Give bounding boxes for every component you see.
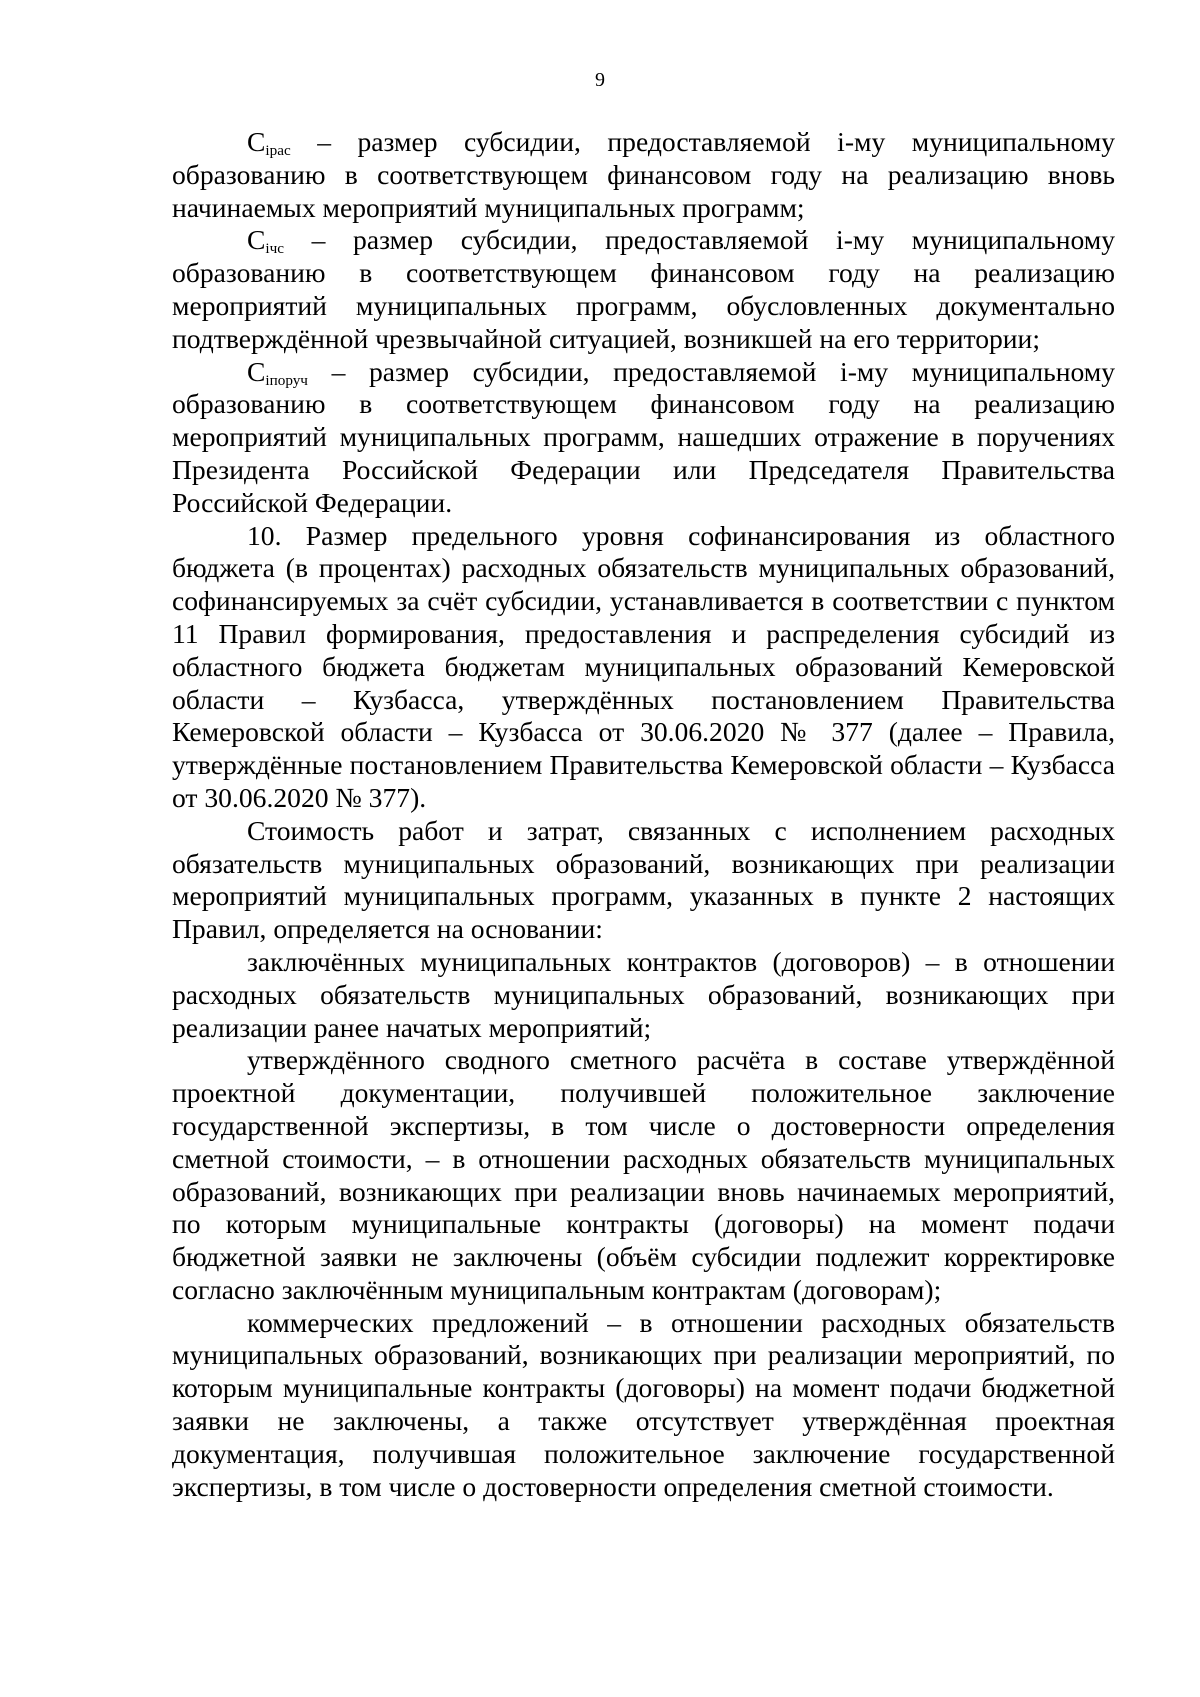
paragraph-estimate: утверждённого сводного сметного расчёта в составе утверждённой проектной документации, получившей положительное заключение государственной экспертизы, в том числе о достоверности определения сметной стоимости, – в отношении расходных обязательств муниципальных образований, возникающих при реализации вновь начинаемых мероприятий, по которым муниципальные контракты (договоры) на момент подачи бюджетной заявки не заключены (объём субсидии подлежит корректировке согласно заключённым муниципальным контрактам (договорам); bbox=[172, 1044, 1115, 1305]
paragraph-text: – размер субсидии, предоставляемой i-му муниципальному образованию в соответствующем финансовом году на реализацию мероприятий муниципальных программ, нашедших отражение в поручениях Президента Российской Федерации или Председателя Правительства Российской Федерации. bbox=[172, 355, 1115, 518]
formula-symbol: $C_{iрас}$ bbox=[247, 126, 291, 159]
paragraph-text: – размер субсидии, предоставляемой i-му муниципальному образованию в соответствующем финансовом году на реализацию мероприятий муниципальных программ, обусловленных документально подтверждённой чрезвычайной ситуацией, возникшей на его территории; bbox=[172, 224, 1115, 354]
page-number: 9 bbox=[595, 69, 605, 91]
paragraph-cost-basis: Стоимость работ и затрат, связанных с исполнением расходных обязательств муниципальных образований, возникающих при реализации мероприятий муниципальных программ, указанных в пункте 2 настоящих Правил, определяется на основании: bbox=[172, 814, 1115, 945]
paragraph-c-ras bbox=[172, 126, 1115, 224]
paragraph-commercial-offers: коммерческих предложений – в отношении расходных обязательств муниципальных образований, возникающих при реализации мероприятий, по которым муниципальные контракты (договоры) на момент подачи бюджетной заявки не заключены, а также отсутствует утверждённая проектная документация, получившая положительное заключение государственной экспертизы, в том числе о достоверности определения сметной стоимости. bbox=[172, 1306, 1115, 1502]
paragraph-c-poruch bbox=[172, 356, 1115, 520]
paragraph-contracts: заключённых муниципальных контрактов (договоров) – в отношении расходных обязательств муниципальных образований, возникающих при реализации ранее начатых мероприятий; bbox=[172, 945, 1115, 1043]
document-body bbox=[172, 126, 1115, 1503]
paragraph-c-chs bbox=[172, 224, 1115, 355]
formula-symbol: $C_{iпоруч}$ bbox=[247, 355, 308, 389]
paragraph-text: – размер субсидии, предоставляемой i-му муниципальному образованию в соответствующем финансовом году на реализацию вновь начинаемых мероприятий муниципальных программ; bbox=[172, 126, 1115, 223]
paragraph-item-10: 10. Размер предельного уровня софинансирования из областного бюджета (в процентах) расходных обязательств муниципальных образований, софинансируемых за счёт субсидии, устанавливается в соответствии с пунктом 11 Правил формирования, предоставления и распределения субсидий из областного бюджета бюджетам муниципальных образований Кемеровской области – Кузбасса, утверждённых постановлением Правительства Кемеровской области – Кузбасса от 30.06.2020 № 377 (далее – Правила, утверждённые постановлением Правительства Кемеровской области – Кузбасса от 30.06.2020 № 377). bbox=[172, 519, 1115, 813]
formula-symbol: $C_{iчс}$ bbox=[247, 224, 284, 258]
